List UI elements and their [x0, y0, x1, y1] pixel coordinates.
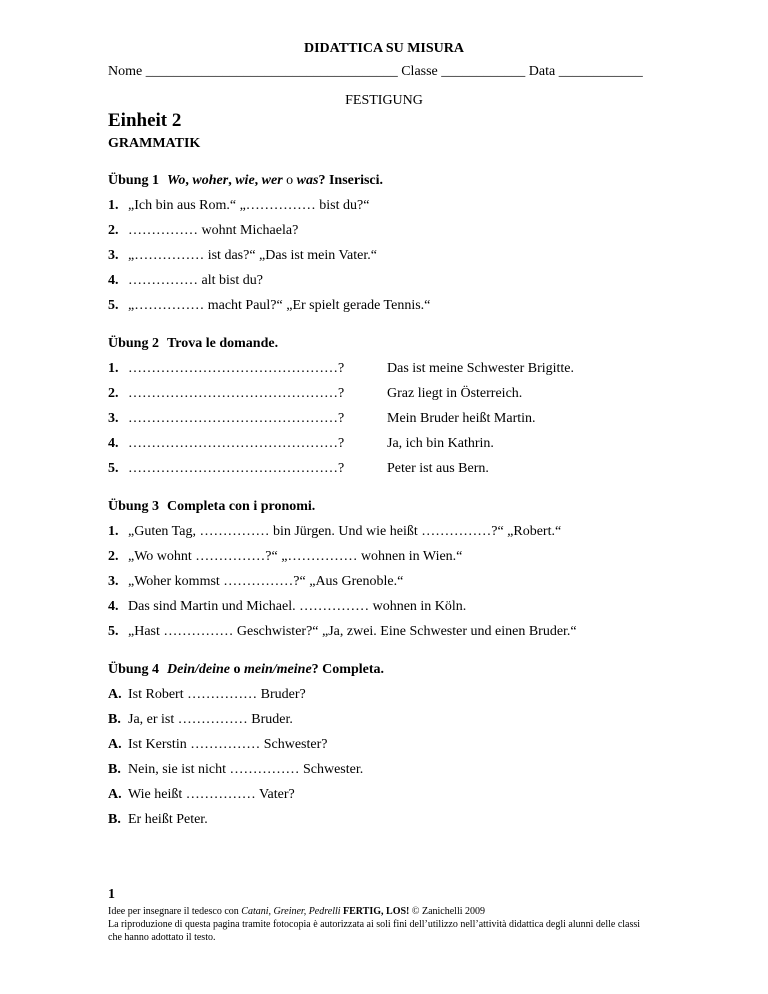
dialogue-text: Nein, sie ist nicht …………… Schwester. [128, 762, 364, 777]
dialogue-line: B. Nein, sie ist nicht …………… Schwester. [108, 762, 364, 777]
item-text: „Woher kommst ……………?“ „Aus Grenoble.“ [128, 574, 404, 589]
word-wo: Wo [167, 173, 186, 188]
list-item: 1. ………………………………………? [108, 361, 345, 376]
given-answer: Peter ist aus Bern. [387, 461, 489, 476]
uebung-2-number: Übung 2 [108, 336, 159, 351]
word-o: o [286, 173, 294, 188]
dialogue-line: B. Er heißt Peter. [108, 812, 208, 827]
list-item: 5. „Hast …………… Geschwister?“ „Ja, zwei. Eine Schwester und einen Bruder.“ [108, 624, 577, 639]
dialogue-text: Ist Kerstin …………… Schwester? [128, 737, 328, 752]
list-item: 1. „Ich bin aus Rom.“ „…………… bist du?“ [108, 198, 370, 213]
word-wie: wie [235, 173, 255, 188]
item-text: „…………… macht Paul?“ „Er spielt gerade Tennis.“ [128, 298, 431, 313]
given-answer: Graz liegt in Österreich. [387, 386, 523, 401]
item-text: „Ich bin aus Rom.“ „…………… bist du?“ [128, 198, 370, 213]
list-item: 5. „…………… macht Paul?“ „Er spielt gerade Tennis.“ [108, 298, 431, 313]
uebung-2-instruction: Trova le domande. [167, 336, 279, 351]
footer-copyright-line-2: che hanno adottato il testo. [108, 932, 216, 943]
list-item: 1. „Guten Tag, …………… bin Jürgen. Und wie heißt ……………?“ „Robert.“ [108, 524, 562, 539]
answer-blank: ………………………………………? [128, 436, 345, 451]
item-text: „Wo wohnt ……………?“ „…………… wohnen in Wien.“ [128, 549, 463, 564]
word-o: o [233, 662, 241, 677]
word-woher: woher [192, 173, 229, 188]
uebung-4-heading [108, 662, 384, 678]
uebung-4-number: Übung 4 [108, 662, 159, 677]
uebung-3-instruction: Completa con i pronomi. [167, 499, 316, 514]
item-text: …………… alt bist du? [128, 273, 263, 288]
item-text: „Hast …………… Geschwister?“ „Ja, zwei. Eine Schwester und einen Bruder.“ [128, 624, 577, 639]
list-item: 2. …………… wohnt Michaela? [108, 223, 299, 238]
header-title: DIDATTICA SU MISURA [304, 41, 464, 56]
uebung-3-heading [108, 499, 315, 515]
item-text: Das sind Martin und Michael. …………… wohnen in Köln. [128, 599, 467, 614]
word-was: was [296, 173, 319, 188]
word-dein: Dein/deine [167, 662, 230, 677]
dialogue-line: A. Wie heißt …………… Vater? [108, 787, 295, 802]
uebung-3-number: Übung 3 [108, 499, 159, 514]
festigung-label: FESTIGUNG [345, 93, 423, 108]
answer-blank: ………………………………………? [128, 461, 345, 476]
list-item: 2. ………………………………………? [108, 386, 345, 401]
list-item: 4. Das sind Martin und Michael. …………… wohnen in Köln. [108, 599, 467, 614]
list-item: 3. ………………………………………? [108, 411, 345, 426]
instruction-end: ? Inserisci. [318, 173, 384, 188]
list-item: 3. „…………… ist das?“ „Das ist mein Vater.“ [108, 248, 377, 263]
uebung-1-number: Übung 1 [108, 173, 159, 188]
item-text: …………… wohnt Michaela? [128, 223, 299, 238]
footer-copyright-line-1: La riproduzione di questa pagina tramite fotocopia è autorizzata ai soli fini dell’utilizzo nell’attività didattica degli alunni delle classi [108, 919, 641, 930]
dialogue-text: Ja, er ist …………… Bruder. [128, 712, 293, 727]
instruction-end: ? Completa. [311, 662, 384, 677]
dialogue-text: Ist Robert …………… Bruder? [128, 687, 306, 702]
unit-title: Einheit 2 [108, 110, 182, 131]
uebung-1-heading: Übung 1 Wo, woher, wie, wer o was? Inserisci. [108, 173, 384, 188]
list-item: 4. ………………………………………? [108, 436, 345, 451]
answer-blank: ………………………………………? [128, 386, 345, 401]
list-item: 5. ………………………………………? [108, 461, 345, 476]
answer-blank: ………………………………………? [128, 411, 345, 426]
dialogue-text: Wie heißt …………… Vater? [128, 787, 295, 802]
word-mein: mein/meine [244, 662, 312, 677]
item-text: „Guten Tag, …………… bin Jürgen. Und wie heißt ……………?“ „Robert.“ [128, 524, 562, 539]
given-answer: Ja, ich bin Kathrin. [387, 436, 494, 451]
footer-authors: Catani, Greiner, Pedrelli [241, 906, 341, 917]
dialogue-text: Er heißt Peter. [128, 812, 208, 827]
dialogue-line: B. Ja, er ist …………… Bruder. [108, 712, 293, 727]
item-text: „…………… ist das?“ „Das ist mein Vater.“ [128, 248, 377, 263]
dialogue-line: A. Ist Kerstin …………… Schwester? [108, 737, 328, 752]
name-class-date-line: Nome ____________________________________ Classe ____________ Data ____________ [108, 64, 643, 79]
footer-credit: Idee per insegnare il tedesco con Catani, Greiner, Pedrelli FERTIG, LOS! © Zanichelli 2009 [108, 906, 485, 917]
list-item: 2. „Wo wohnt ……………?“ „…………… wohnen in Wien.“ [108, 549, 463, 564]
footer-book-title: FERTIG, LOS! [343, 906, 410, 917]
given-answer: Das ist meine Schwester Brigitte. [387, 361, 575, 376]
uebung-2-heading [108, 336, 278, 352]
given-answer: Mein Bruder heißt Martin. [387, 411, 536, 426]
list-item: 4. …………… alt bist du? [108, 273, 263, 288]
answer-blank: ………………………………………? [128, 361, 345, 376]
section-title: GRAMMATIK [108, 136, 201, 151]
list-item: 3. „Woher kommst ……………?“ „Aus Grenoble.“ [108, 574, 404, 589]
dialogue-line: A. Ist Robert …………… Bruder? [108, 687, 306, 702]
page-number: 1 [108, 887, 115, 902]
word-wer: wer [261, 173, 283, 188]
